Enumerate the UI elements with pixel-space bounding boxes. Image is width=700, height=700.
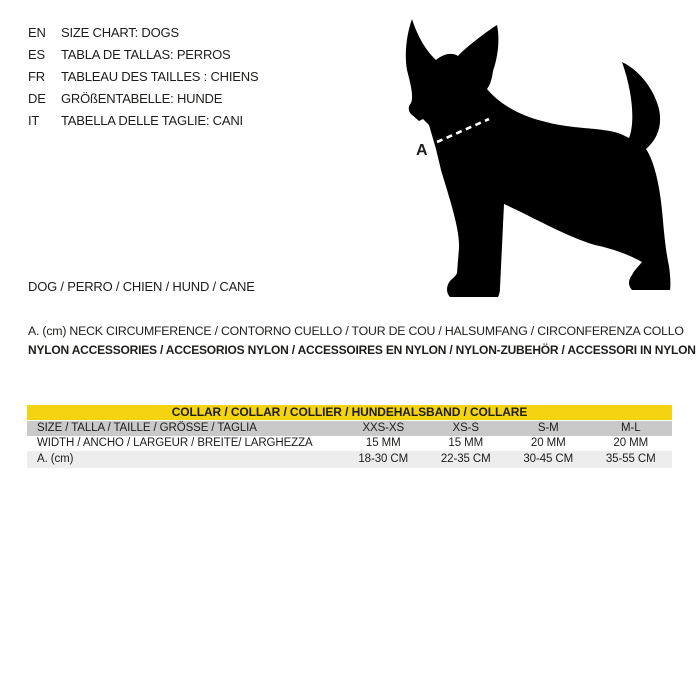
size-table-row-label: A. (cm) xyxy=(37,453,74,465)
size-table-cell: XS-S xyxy=(452,422,479,434)
language-code: IT xyxy=(28,113,40,128)
size-table-row-label: SIZE / TALLA / TAILLE / GRÖSSE / TAGLIA xyxy=(37,422,257,434)
size-table-row xyxy=(27,421,672,436)
size-table-cell: 20 MM xyxy=(530,437,566,449)
language-row xyxy=(28,44,258,66)
neck-circumference-note: A. (cm) NECK CIRCUMFERENCE / CONTORNO CUELLO / TOUR DE COU / HALSUMFANG / CIRCONFERENZA COLLO xyxy=(28,324,684,338)
language-code: DE xyxy=(28,91,46,106)
dog-silhouette-shape xyxy=(406,19,671,297)
size-table-cell: 35-55 CM xyxy=(605,453,656,465)
size-table-cell: XXS-XS xyxy=(362,422,405,434)
nylon-accessories-note: NYLON ACCESSORIES / ACCESORIOS NYLON / ACCESSOIRES EN NYLON / NYLON-ZUBEHÖR / ACCESSORI IN NYLON xyxy=(28,343,696,357)
language-label: TABELLA DELLE TAGLIE: CANI xyxy=(61,113,243,128)
size-table-title: COLLAR / COLLAR / COLLIER / HUNDEHALSBAND / COLLARE xyxy=(27,405,672,421)
language-label: TABLA DE TALLAS: PERROS xyxy=(61,47,231,62)
collar-size-table xyxy=(27,405,672,468)
language-row xyxy=(28,22,258,44)
size-table-cell: 15 MM xyxy=(365,437,401,449)
size-table-row xyxy=(27,451,672,468)
dog-silhouette xyxy=(390,8,690,308)
language-label: SIZE CHART: DOGS xyxy=(61,25,179,40)
language-row xyxy=(28,88,258,110)
size-table-cell: M-L xyxy=(620,422,641,434)
size-table-cell: 15 MM xyxy=(448,437,484,449)
neck-measure-label: A xyxy=(416,142,428,159)
language-row xyxy=(28,66,258,88)
size-table-cell: 30-45 CM xyxy=(523,453,574,465)
language-label: TABLEAU DES TAILLES : CHIENS xyxy=(61,69,259,84)
language-row xyxy=(28,110,258,132)
size-table-row-label: WIDTH / ANCHO / LARGEUR / BREITE/ LARGHEZZA xyxy=(37,437,313,449)
language-code: FR xyxy=(28,69,45,84)
language-label: GRÖßENTABELLE: HUNDE xyxy=(61,91,223,106)
size-table-cell: 18-30 CM xyxy=(358,453,409,465)
language-list xyxy=(28,22,258,132)
animal-caption: DOG / PERRO / CHIEN / HUND / CANE xyxy=(28,279,255,294)
size-table-row xyxy=(27,436,672,451)
language-code: EN xyxy=(28,25,46,40)
size-table-cell: 22-35 CM xyxy=(440,453,491,465)
size-table-cell: S-M xyxy=(537,422,559,434)
language-code: ES xyxy=(28,47,45,62)
size-table-cell: 20 MM xyxy=(613,437,649,449)
